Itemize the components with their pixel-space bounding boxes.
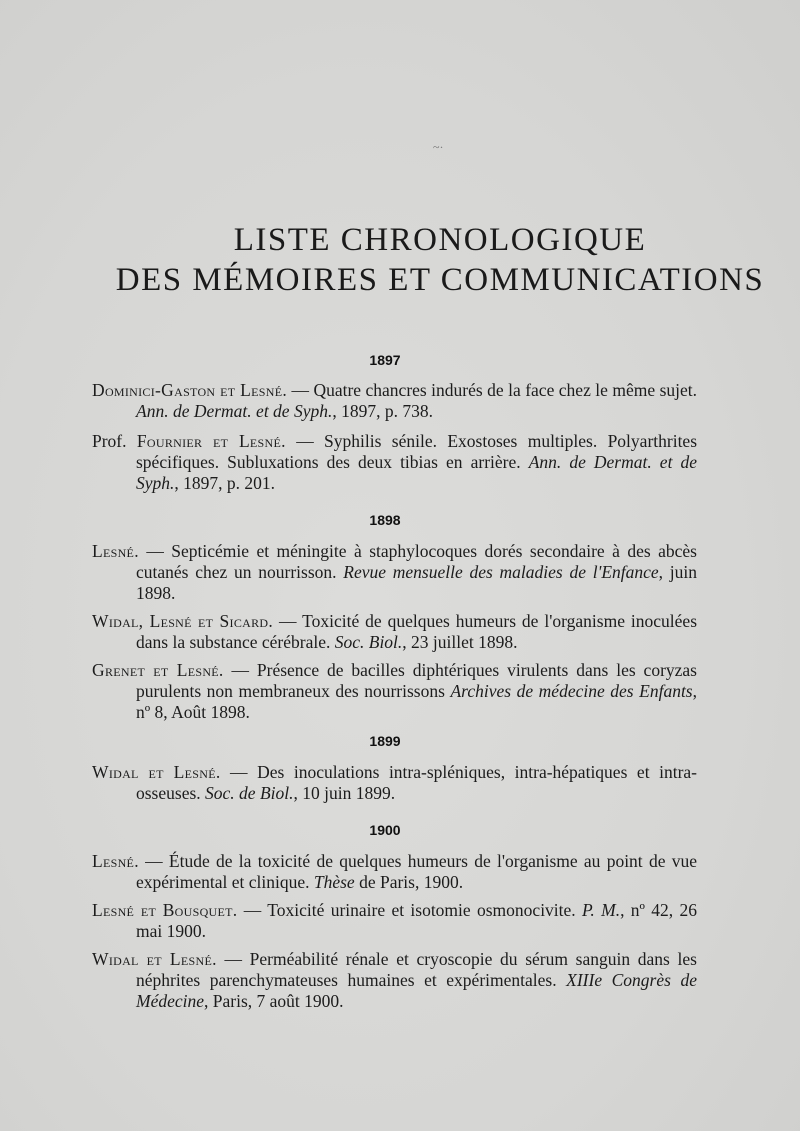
entry-ref: , juin 1898.: [136, 562, 697, 603]
entry-text: — Des inoculations intra-spléniques, intra-hépatiques et intra-osseuses.: [136, 762, 697, 803]
bibliography-entry: [92, 900, 697, 942]
entry-text: — Étude de la toxicité de quelques humeurs de l'organisme au point de vue expérimental et clinique.: [136, 851, 697, 892]
entry-source: Ann. de Dermat. et de Syph.: [136, 452, 697, 493]
bibliography-entry: [92, 660, 697, 723]
entry-text: — Septicémie et méningite à staphylocoques dorés secondaire à des abcès cutanés chez un nourrisson.: [136, 541, 697, 582]
entry-ref: , nº 8, Août 1898.: [136, 681, 697, 722]
entry-authors: Lesné.: [92, 541, 139, 561]
entry-authors: Widal et Lesné.: [92, 949, 217, 969]
entry-source: Thèse: [313, 872, 355, 892]
title-line-1: LISTE CHRONOLOGIQUE: [233, 222, 647, 258]
entry-text: — Toxicité urinaire et isotomie osmonocivite.: [243, 900, 576, 920]
title-line-2: DES MÉMOIRES ET COMMUNICATIONS: [115, 262, 765, 298]
bibliography-entry: [92, 380, 697, 422]
entry-authors: Widal et Lesné.: [92, 762, 221, 782]
entry-text: — Syphilis sénile. Exostoses multiples. Polyarthrites spécifiques. Subluxations des deux tibias en arrière.: [136, 431, 698, 472]
entry-authors: Grenet et Lesné.: [92, 660, 224, 680]
entry-source: Soc. Biol.: [334, 632, 403, 652]
entry-prefix: Prof.: [92, 431, 127, 451]
bibliography-entry: [92, 949, 697, 1012]
entry-authors: Lesné et Bousquet.: [92, 900, 238, 920]
year-heading: 1899: [369, 733, 401, 749]
entry-ref: , nº 42, 26 mai 1900.: [136, 900, 697, 941]
entry-text: — Quatre chancres indurés de la face chez le même sujet.: [291, 380, 698, 400]
entry-source: Soc. de Biol.: [205, 783, 294, 803]
entry-ref: , 23 juillet 1898.: [402, 632, 518, 652]
bibliography-entry: [92, 541, 697, 604]
bibliography-entry: [92, 851, 697, 893]
entry-ref: , 10 juin 1899.: [293, 783, 396, 803]
entry-authors: Widal, Lesné et Sicard.: [92, 611, 274, 631]
entry-authors: Lesné.: [92, 851, 139, 871]
year-heading: 1898: [369, 512, 401, 528]
entry-ref: , 1897, p. 738.: [332, 401, 433, 421]
entry-text: — Toxicité de quelques humeurs de l'organisme inoculées dans la substance cérébrale.: [136, 611, 698, 652]
entry-source: XIIIe Congrès de Médecine: [136, 970, 697, 1011]
entry-ref: de Paris, 1900.: [354, 872, 464, 892]
year-heading: 1897: [369, 352, 401, 368]
entry-authors: Fournier et Lesné.: [136, 431, 286, 451]
entry-ref: , 1897, p. 201.: [174, 473, 276, 493]
entry-text: — Perméabilité rénale et cryoscopie du sérum sanguin dans les néphrites parenchymateuses humaines et expérimentales.: [136, 949, 697, 990]
bibliography-entry: [92, 431, 697, 494]
entry-source: Archives de médecine des Enfants: [450, 681, 693, 701]
bibliography-entry: [92, 611, 697, 653]
ink-speck: ~·: [433, 140, 444, 154]
entry-source: Revue mensuelle des maladies de l'Enfance: [343, 562, 659, 582]
year-heading: 1900: [369, 822, 401, 838]
bibliography-entry: [92, 762, 697, 804]
entry-source: Ann. de Dermat. et de Syph.: [136, 401, 333, 421]
entry-ref: , Paris, 7 août 1900.: [204, 991, 344, 1011]
entry-source: P. M.: [582, 900, 621, 920]
entry-text: — Présence de bacilles diphtériques virulents dans les coryzas purulents non membraneux des nourrissons: [136, 660, 697, 701]
entry-authors: Dominici-Gaston et Lesné.: [92, 380, 288, 400]
